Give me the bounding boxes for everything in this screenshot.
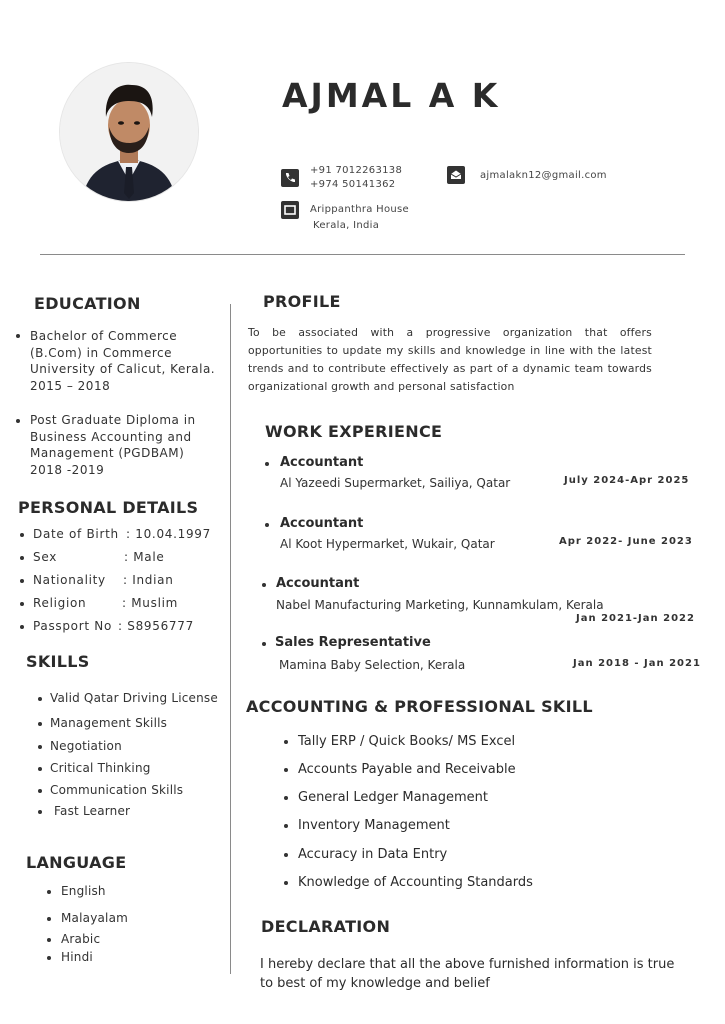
bullet [16,334,20,338]
column-divider [230,304,231,974]
header-divider [40,254,685,255]
bullet [262,642,266,646]
bullet [20,579,24,583]
bullet [38,810,42,814]
profile-photo [60,63,198,201]
job-company: Nabel Manufacturing Marketing, Kunnamkulam, Kerala [276,598,604,612]
personal-label-passport: Passport No [33,619,112,633]
personal-value-sex: : Male [124,550,165,564]
education-line: 2018 -2019 [30,462,105,477]
bullet [38,745,42,749]
bullet [284,796,288,800]
person-portrait-image [60,63,198,201]
job-title: Sales Representative [275,635,431,650]
address-line-1: Arippanthra House [310,204,410,215]
bullet [284,853,288,857]
accounting-skill-item: Inventory Management [298,818,450,833]
email-icon [447,166,465,184]
job-company: Al Yazeedi Supermarket, Sailiya, Qatar [280,476,511,490]
personal-value-religion: : Muslim [122,596,179,610]
job-dates: Apr 2022- June 2023 [559,536,693,547]
address-line-2: Kerala, India [313,220,380,231]
skill-item: Negotiation [50,739,122,753]
skill-item: Fast Learner [50,804,131,818]
bullet [262,583,266,587]
skill-item: Critical Thinking [50,761,151,775]
education-item-2 [30,412,230,478]
education-line: 2015 – 2018 [30,378,111,393]
education-line: Management (PGDBAM) [30,446,185,460]
language-item: Arabic [61,932,101,946]
education-line: Bachelor of Commerce [30,329,178,343]
job-company: Mamina Baby Selection, Kerala [279,658,466,672]
skill-item: Management Skills [50,716,168,730]
personal-value-nationality: : Indian [123,573,174,587]
phone-icon [281,169,299,187]
bullet [16,419,20,423]
personal-value-dob: : 10.04.1997 [126,527,211,541]
bullet [38,789,42,793]
phone-number-secondary: +974 50141362 [310,179,396,190]
language-heading: LANGUAGE [26,853,127,872]
personal-details-heading: PERSONAL DETAILS [18,498,199,517]
accounting-skill-item: Knowledge of Accounting Standards [298,875,533,890]
bullet [20,625,24,629]
language-item: Hindi [61,950,93,964]
accounting-skill-item: Accuracy in Data Entry [298,847,448,862]
bullet [20,533,24,537]
phone-number-primary: +91 7012263138 [310,165,403,176]
profile-summary: To be associated with a progressive organization that offers opportunities to update my skills and knowledge in line with the latest trends and to contribute effectively as part of a dynamic team towards organizational growth and personal satisfaction [248,326,652,393]
education-line: University of Calicut, Kerala. [30,362,216,376]
education-line: (B.Com) in Commerce [30,345,173,360]
job-company: Al Koot Hypermarket, Wukair, Qatar [280,537,495,551]
personal-label-nationality: Nationality [33,573,106,587]
job-dates: Jan 2018 - Jan 2021 [573,658,701,669]
candidate-name: AJMAL A K [282,76,501,115]
job-title: Accountant [280,516,364,531]
bullet [265,523,269,527]
personal-label-sex: Sex [33,550,57,564]
personal-label-religion: Religion [33,596,87,610]
job-title: Accountant [276,576,360,591]
accounting-skill-item: Tally ERP / Quick Books/ MS Excel [298,734,516,749]
job-dates: July 2024-Apr 2025 [564,475,690,486]
education-line: Post Graduate Diploma in [30,413,196,427]
bullet [284,768,288,772]
profile-heading: PROFILE [263,292,341,311]
bullet [284,881,288,885]
bullet [47,956,51,960]
bullet [47,938,51,942]
work-experience-heading: WORK EXPERIENCE [265,422,443,441]
declaration-text: I hereby declare that all the above furnished information is true to best of my knowledge and belief [260,957,675,991]
skills-heading: SKILLS [26,652,90,671]
declaration-heading: DECLARATION [261,917,391,936]
email-address: ajmalakn12@gmail.com [480,170,607,181]
bullet [20,556,24,560]
bullet [20,602,24,606]
education-heading: EDUCATION [34,294,141,313]
address-icon [281,201,299,219]
bullet [47,917,51,921]
skill-item: Communication Skills [50,783,184,797]
accounting-skill-item: Accounts Payable and Receivable [298,762,516,777]
bullet [38,767,42,771]
bullet [38,697,42,701]
job-title: Accountant [280,455,364,470]
accounting-skill-heading: ACCOUNTING & PROFESSIONAL SKILL [246,697,593,716]
language-item: English [61,884,106,898]
personal-value-passport: : S8956777 [118,619,194,633]
job-dates: Jan 2021-Jan 2022 [576,613,695,624]
accounting-skill-item: General Ledger Management [298,790,488,805]
personal-label-dob: Date of Birth [33,527,119,541]
bullet [38,722,42,726]
bullet [47,890,51,894]
bullet [265,462,269,466]
bullet [284,824,288,828]
bullet [284,740,288,744]
skill-item: Valid Qatar Driving License [50,691,218,705]
education-item-1 [30,328,230,394]
education-line: Business Accounting and [30,429,192,444]
language-item: Malayalam [61,911,129,925]
